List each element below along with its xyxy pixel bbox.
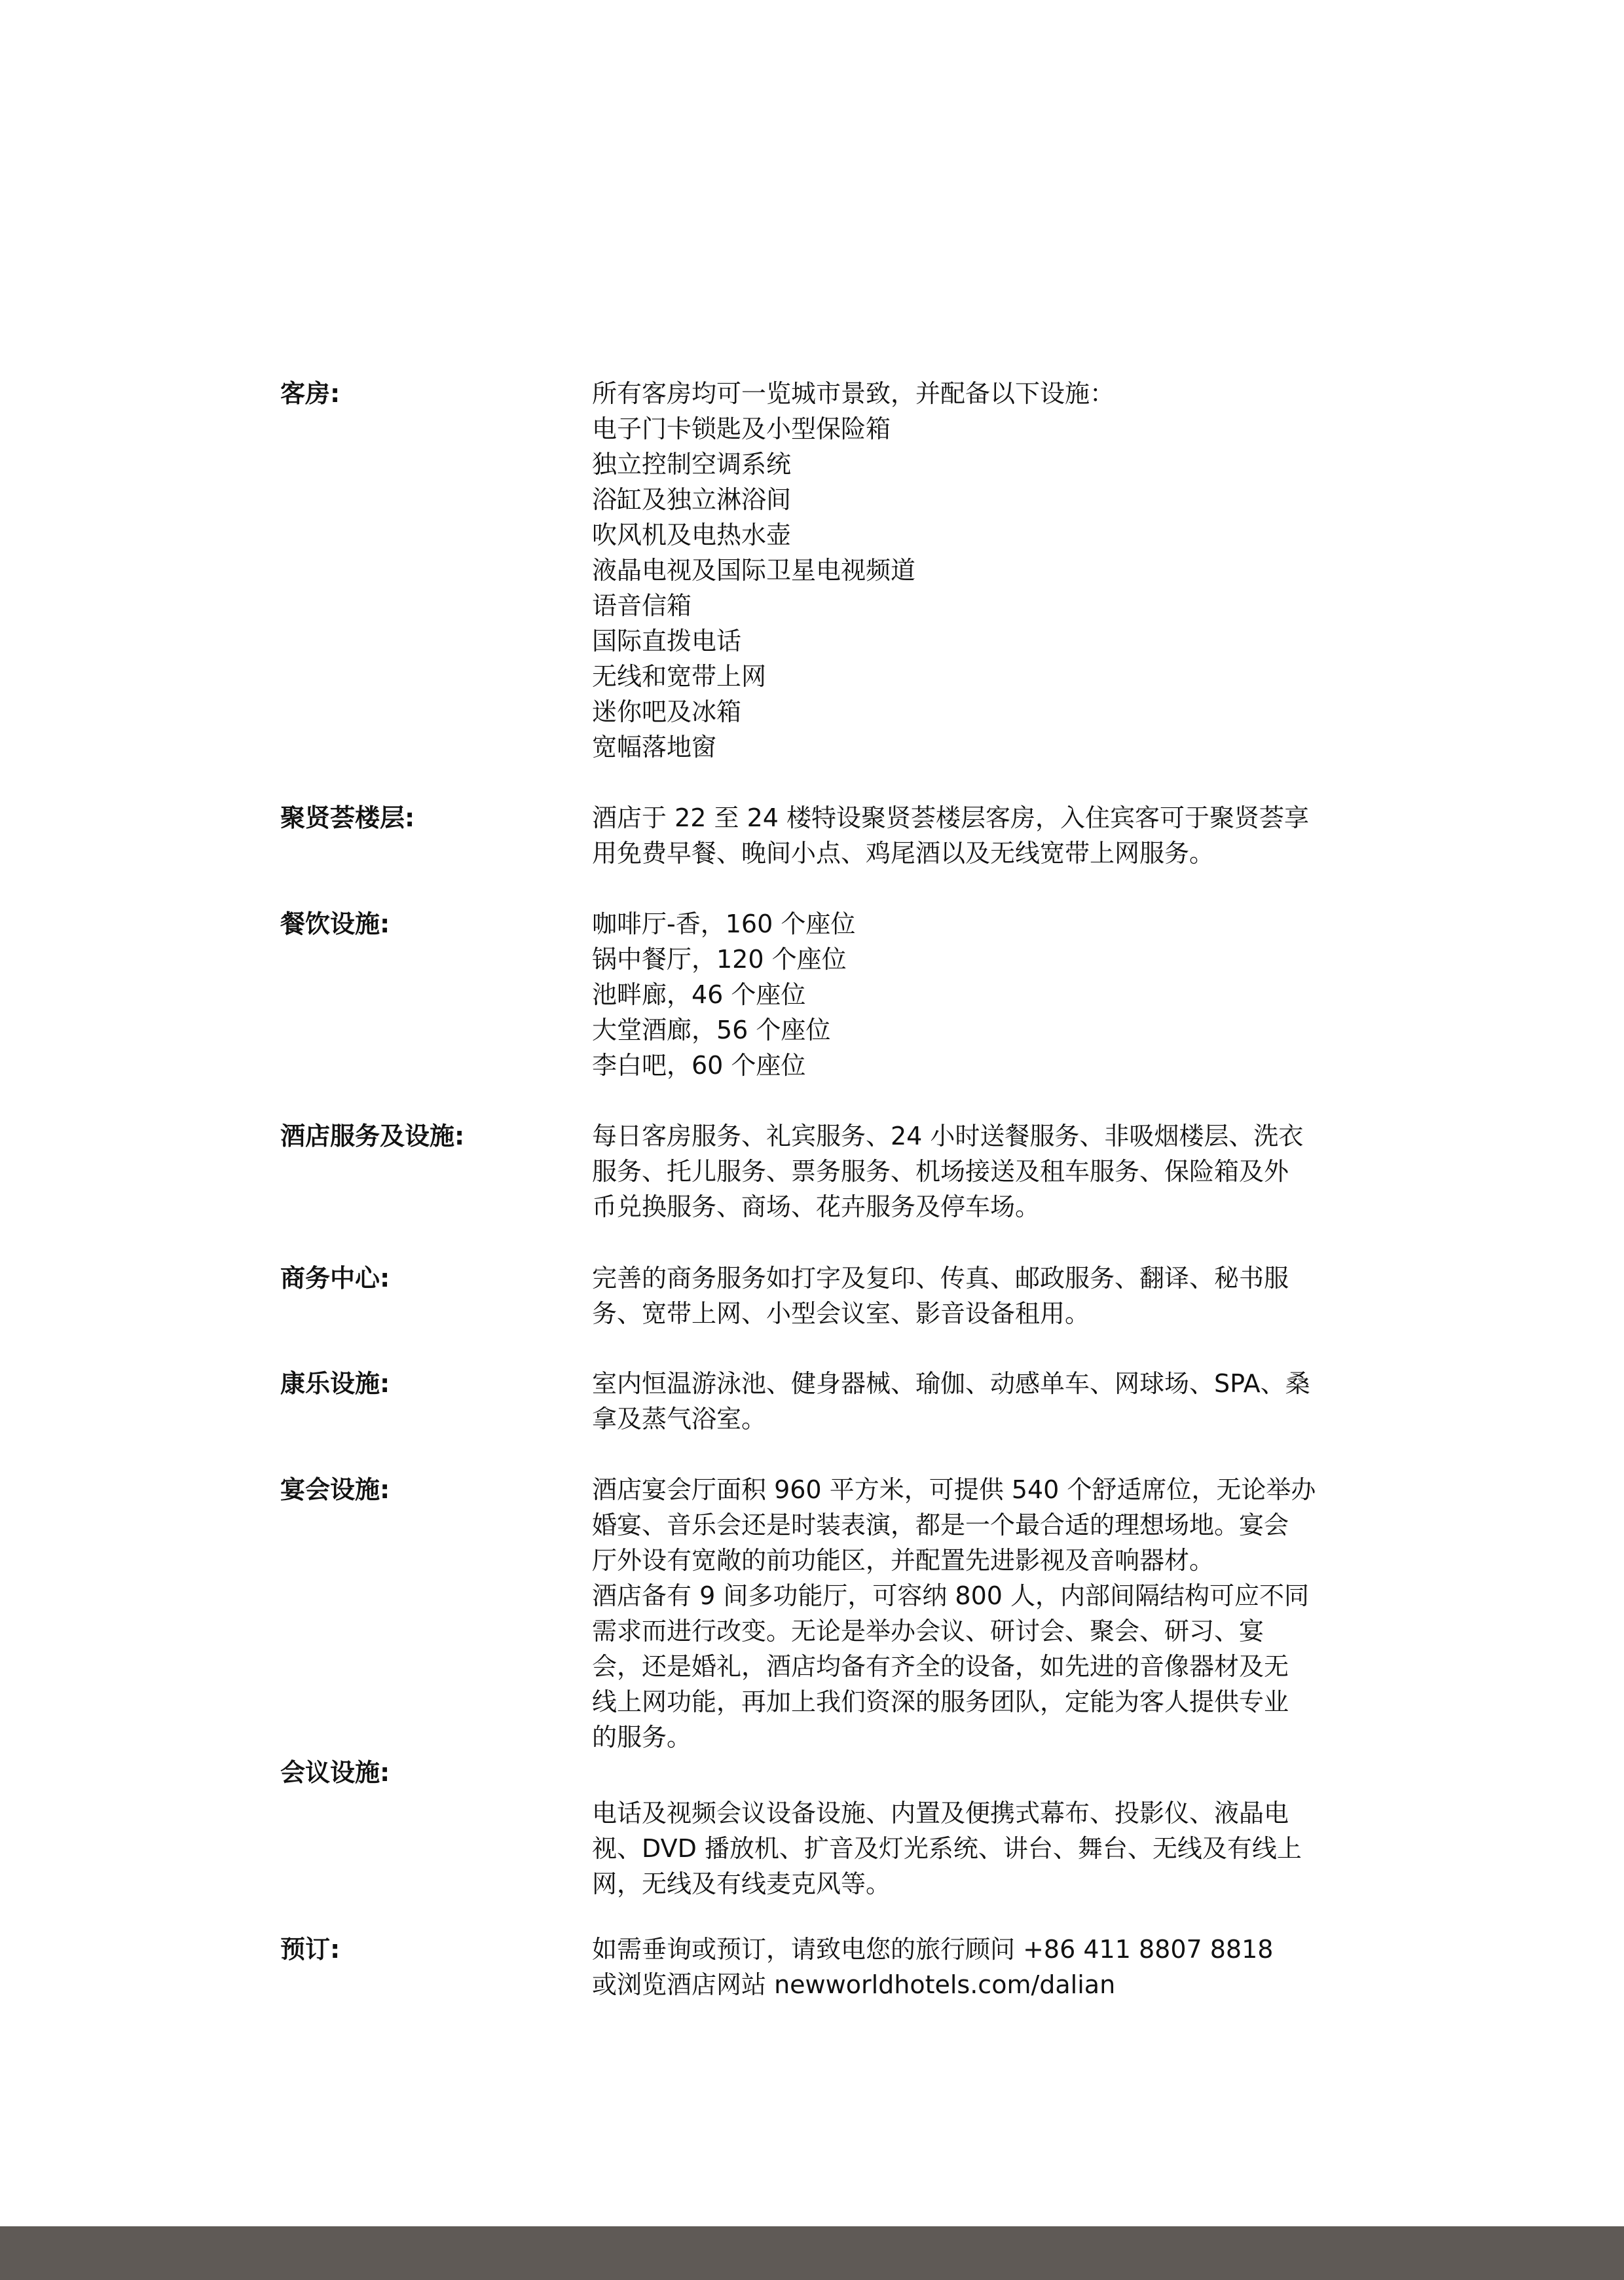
section-label: 预订: (280, 1935, 341, 1964)
section-body (592, 1932, 1378, 2002)
text-line: 服务、托儿服务、票务服务、机场接送及租车服务、保险箱及外 (592, 1157, 1289, 1186)
section-label: 餐饮设施: (280, 910, 390, 938)
list-item: 语音信箱 (592, 591, 692, 620)
text-line: 的服务。 (592, 1723, 692, 1752)
text-line: 务、宽带上网、小型会议室、影音设备租用。 (592, 1299, 1090, 1328)
list-item: 电子门卡锁匙及小型保险箱 (592, 414, 891, 443)
section-body (592, 1472, 1378, 1755)
list-item: 锅中餐厅，120 个座位 (592, 945, 847, 974)
section-body (592, 906, 1378, 1083)
text-line: 视、DVD 播放机、扩音及灯光系统、讲台、舞台、无线及有线上 (592, 1834, 1302, 1863)
section-body (592, 376, 1378, 765)
list-item: 迷你吧及冰箱 (592, 697, 742, 726)
text-line: 网，无线及有线麦克风等。 (592, 1869, 891, 1898)
section-label: 商务中心: (280, 1264, 390, 1293)
text-line: 所有客房均可一览城市景致，并配备以下设施： (592, 379, 1115, 408)
text-line: 厅外设有宽敞的前功能区，并配置先进影视及音响器材。 (592, 1546, 1215, 1575)
section-body (592, 1366, 1378, 1437)
footer-bar (0, 2226, 1624, 2280)
text-line: 线上网功能，再加上我们资深的服务团队，定能为客人提供专业 (592, 1687, 1289, 1716)
section-label: 康乐设施: (280, 1369, 390, 1398)
section-label: 客房: (280, 379, 341, 408)
list-item: 宽幅落地窗 (592, 733, 717, 762)
list-item: 大堂酒廊，56 个座位 (592, 1016, 831, 1044)
list-item: 液晶电视及国际卫星电视频道 (592, 556, 916, 585)
section-label: 酒店服务及设施: (280, 1122, 465, 1150)
list-item: 李白吧，60 个座位 (592, 1051, 806, 1080)
text-line: 币兑换服务、商场、花卉服务及停车场。 (592, 1192, 1041, 1221)
text-line: 每日客房服务、礼宾服务、24 小时送餐服务、非吸烟楼层、洗衣 (592, 1122, 1304, 1150)
text-line: 拿及蒸气浴室。 (592, 1405, 767, 1433)
booking-website-line: 或浏览酒店网站 newworldhotels.com/dalian (592, 1970, 1116, 1999)
list-item: 无线和宽带上网 (592, 662, 767, 691)
list-item: 浴缸及独立淋浴间 (592, 485, 792, 514)
text-line: 会，还是婚礼，酒店均备有齐全的设备，如先进的音像器材及无 (592, 1652, 1289, 1681)
section-body (592, 1795, 1378, 1902)
text-line: 酒店宴会厅面积 960 平方米，可提供 540 个舒适席位，无论举办 (592, 1475, 1316, 1504)
list-item: 吹风机及电热水壶 (592, 521, 792, 549)
section-body (592, 800, 1378, 871)
list-item: 咖啡厅-香，160 个座位 (592, 910, 856, 938)
section-label: 会议设施: (280, 1758, 390, 1787)
text-line: 室内恒温游泳池、健身器械、瑜伽、动感单车、网球场、SPA、桑 (592, 1369, 1310, 1398)
section-label: 宴会设施: (280, 1475, 390, 1504)
text-line: 用免费早餐、晚间小点、鸡尾酒以及无线宽带上网服务。 (592, 839, 1215, 868)
section-body (592, 1260, 1378, 1331)
section-label: 聚贤荟楼层: (280, 803, 415, 832)
list-item: 独立控制空调系统 (592, 450, 792, 479)
text-line: 酒店备有 9 间多功能厅，可容纳 800 人，内部间隔结构可应不同 (592, 1581, 1310, 1610)
text-line: 完善的商务服务如打字及复印、传真、邮政服务、翻译、秘书服 (592, 1264, 1289, 1293)
booking-phone-line: 如需垂询或预订，请致电您的旅行顾问 +86 411 8807 8818 (592, 1935, 1274, 1964)
section-body (592, 1118, 1378, 1224)
list-item: 国际直拨电话 (592, 627, 742, 655)
text-line: 需求而进行改变。无论是举办会议、研讨会、聚会、研习、宴 (592, 1617, 1264, 1646)
text-line: 酒店于 22 至 24 楼特设聚贤荟楼层客房，入住宾客可于聚贤荟享 (592, 803, 1310, 832)
list-item: 池畔廊，46 个座位 (592, 980, 806, 1009)
text-line: 电话及视频会议设备设施、内置及便携式幕布、投影仪、液晶电 (592, 1799, 1289, 1828)
text-line: 婚宴、音乐会还是时装表演，都是一个最合适的理想场地。宴会 (592, 1511, 1289, 1539)
